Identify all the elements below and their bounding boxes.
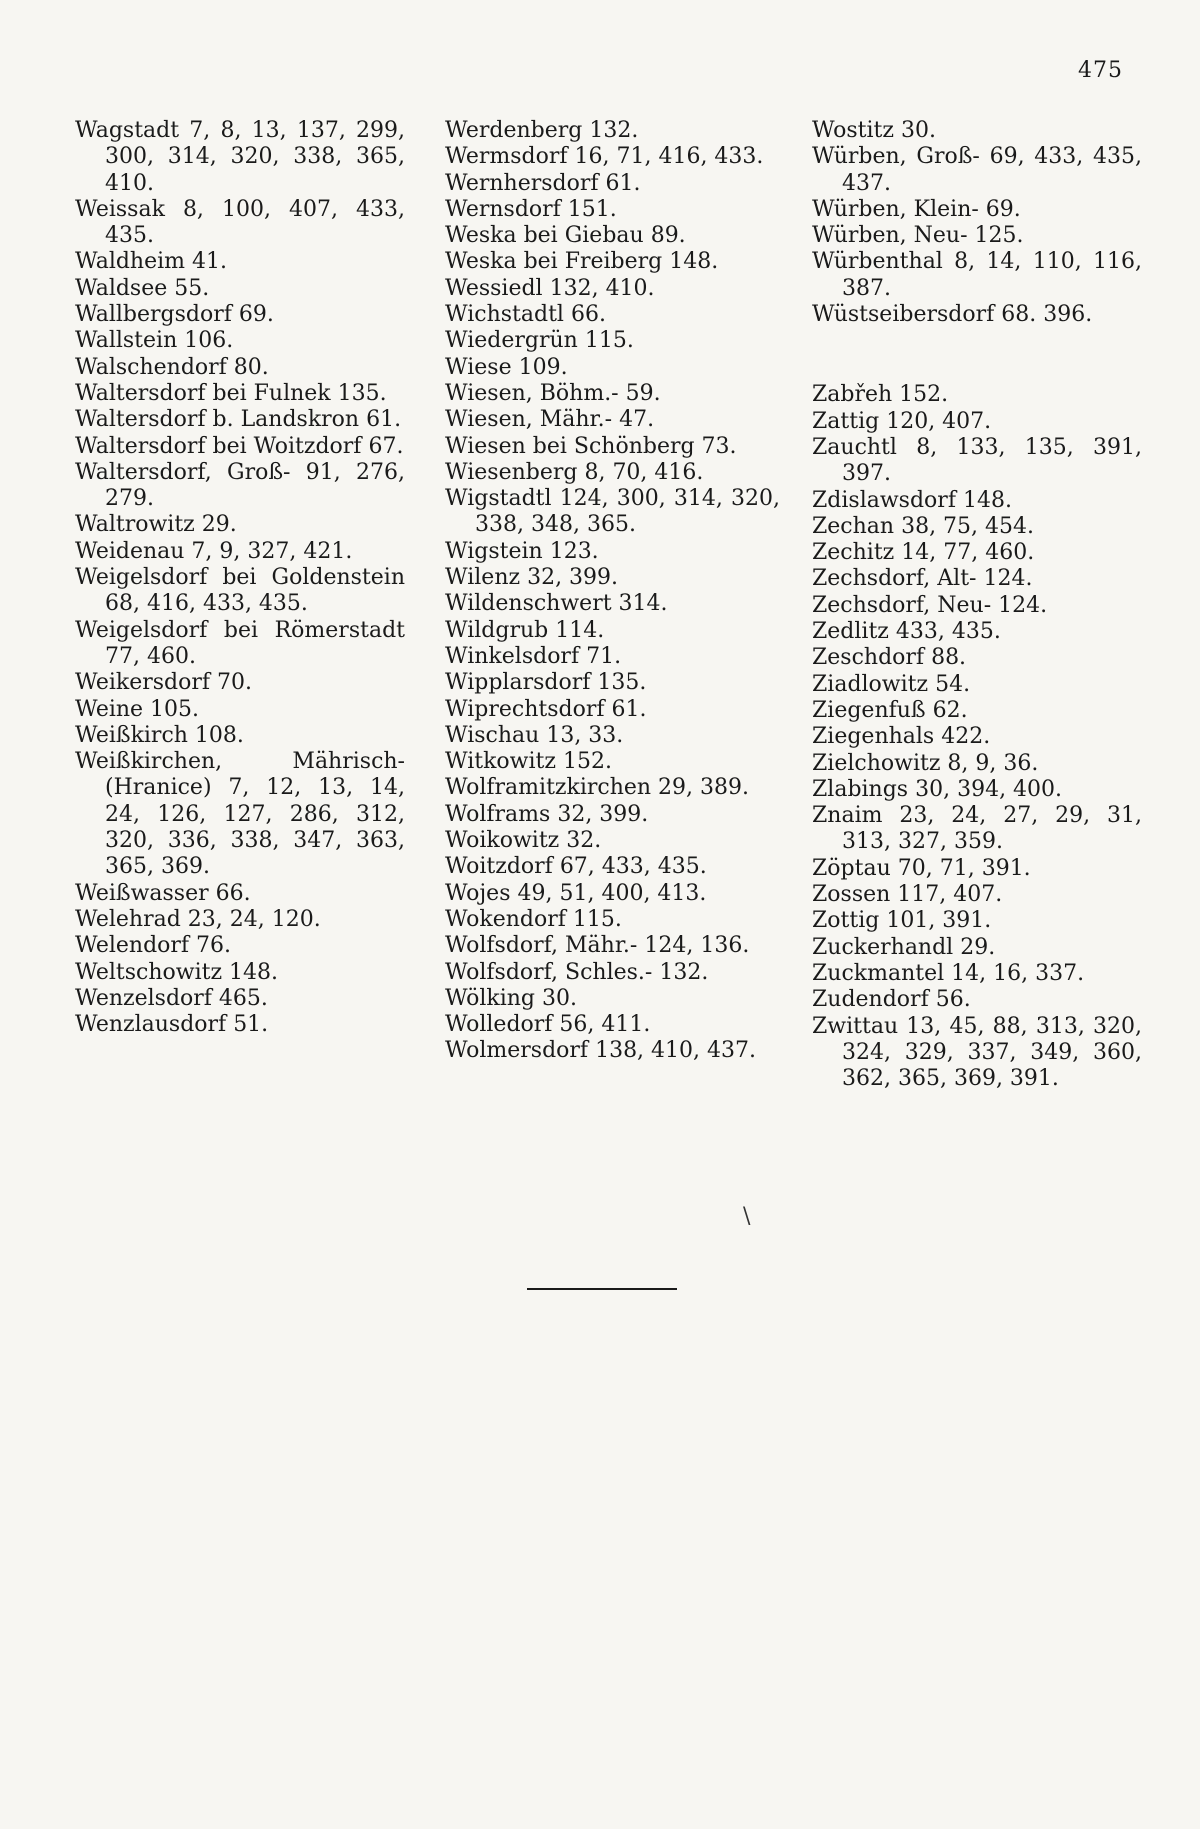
index-entry: Wildgrub 114. bbox=[445, 617, 605, 643]
index-entry: Weissak 8, 100, 407, 433, 435. bbox=[75, 196, 405, 249]
index-entry: Wilenz 32, 399. bbox=[445, 565, 619, 591]
index-entry: Wallbergsdorf 69. bbox=[75, 302, 274, 328]
index-entry: Wigstein 123. bbox=[445, 538, 599, 564]
index-entry: Waltersdorf, Groß- 91, 276, 279. bbox=[75, 459, 405, 512]
index-entry: Zdislawsdorf 148. bbox=[812, 487, 1012, 513]
index-entry: Wolledorf 56, 411. bbox=[445, 1012, 651, 1038]
index-entry: Wolframs 32, 399. bbox=[445, 801, 649, 827]
index-entry: Würbenthal 8, 14, 110, 116, 387. bbox=[812, 249, 1142, 301]
index-entry: Weltschowitz 148. bbox=[75, 959, 279, 985]
index-entry: Zedlitz 433, 435. bbox=[812, 619, 1001, 645]
index-entry: Wallstein 106. bbox=[75, 328, 234, 354]
index-entry: Wolframitzkirchen 29, 389. bbox=[445, 775, 750, 801]
index-entry: Weigelsdorf bei Goldenstein 68, 416, 433, 435. bbox=[75, 565, 405, 617]
index-entry: Weine 105. bbox=[75, 696, 200, 722]
index-entry: Wiprechtsdorf 61. bbox=[445, 696, 647, 722]
index-entry: Zauchtl 8, 133, 135, 391, 397. bbox=[812, 434, 1142, 487]
index-entry: Weikersdorf 70. bbox=[75, 670, 252, 696]
index-entry: Werdenberg 132. bbox=[445, 118, 639, 143]
index-entry: Walschendorf 80. bbox=[75, 354, 269, 380]
index-column-1 bbox=[75, 118, 405, 1038]
index-entry: Wolfsdorf, Mähr.- 124, 136. bbox=[445, 933, 750, 959]
index-entry: Woitzdorf 67, 433, 435. bbox=[445, 854, 707, 880]
end-rule bbox=[527, 1288, 677, 1290]
index-entry: Zattig 120, 407. bbox=[812, 408, 992, 434]
index-entry: Weidenau 7, 9, 327, 421. bbox=[75, 538, 353, 564]
index-entry: Wolmersdorf 138, 410, 437. bbox=[445, 1038, 757, 1064]
index-entry: Weißkirch 108. bbox=[75, 722, 244, 748]
index-entry: Wiesen, Mähr.- 47. bbox=[445, 407, 655, 433]
index-entry: Wiese 109. bbox=[445, 354, 568, 380]
index-entry: Zlabings 30, 394, 400. bbox=[812, 776, 1063, 802]
index-entry: Wildenschwert 314. bbox=[445, 591, 668, 617]
index-entry: Waltersdorf bei Fulnek 135. bbox=[75, 380, 387, 406]
index-entry: Wiesen, Böhm.- 59. bbox=[445, 380, 661, 406]
index-entry: Wichstadtl 66. bbox=[445, 302, 606, 328]
index-entry: Ziegenfuß 62. bbox=[812, 697, 968, 723]
index-entry: Wagstadt 7, 8, 13, 137, 299, 300, 314, 320, 338, 365, 410. bbox=[75, 118, 405, 196]
index-entry: Zottig 101, 391. bbox=[812, 908, 992, 934]
index-entry: Wernhersdorf 61. bbox=[445, 170, 641, 196]
index-entry: Weißkirchen, Mährisch- (Hranice) 7, 12, 13, 14, 24, 126, 127, 286, 312, 320, 336, 338, 347, 363, 365, 369. bbox=[75, 749, 405, 880]
index-entry: Ziegenhals 422. bbox=[812, 724, 991, 750]
index-entry: Wenzlausdorf 51. bbox=[75, 1012, 269, 1038]
index-entry: Wokendorf 115. bbox=[445, 906, 622, 932]
index-entry: Würben, Klein- 69. bbox=[812, 196, 1021, 222]
index-entry: Welendorf 76. bbox=[75, 933, 232, 959]
index-entry: Wenzelsdorf 465. bbox=[75, 985, 268, 1011]
index-entry: Zwittau 13, 45, 88, 313, 320, 324, 329, 337, 349, 360, 362, 365, 369, 391. bbox=[812, 1013, 1142, 1092]
index-entry: Waltersdorf b. Landskron 61. bbox=[75, 407, 402, 433]
index-entry: Würben, Neu- 125. bbox=[812, 223, 1024, 249]
index-entry: Waldheim 41. bbox=[75, 249, 228, 275]
index-entry: Zudendorf 56. bbox=[812, 987, 971, 1013]
index-entry: Wermsdorf 16, 71, 416, 433. bbox=[445, 144, 764, 170]
index-entry: Welehrad 23, 24, 120. bbox=[75, 906, 321, 932]
index-entry: Zielchowitz 8, 9, 36. bbox=[812, 750, 1039, 776]
index-entry: Weska bei Freiberg 148. bbox=[445, 249, 719, 275]
index-entry: Woikowitz 32. bbox=[445, 828, 602, 854]
index-entry: Witkowitz 152. bbox=[445, 749, 612, 775]
index-entry: Waldsee 55. bbox=[75, 275, 210, 301]
stray-mark: \ bbox=[743, 1204, 751, 1229]
index-entry: Wolfsdorf, Schles.- 132. bbox=[445, 959, 709, 985]
index-entry: Zechsdorf, Neu- 124. bbox=[812, 592, 1048, 618]
index-entry: Znaim 23, 24, 27, 29, 31, 313, 327, 359. bbox=[812, 803, 1142, 855]
index-entry: Waltrowitz 29. bbox=[75, 512, 237, 538]
index-entry: Zossen 117, 407. bbox=[812, 882, 1003, 908]
index-entry: Wigstadtl 124, 300, 314, 320, 338, 348, 365. bbox=[445, 486, 780, 538]
index-entry: Zuckerhandl 29. bbox=[812, 934, 996, 960]
index-entry: Ziadlowitz 54. bbox=[812, 671, 971, 697]
index-entry: Wiedergrün 115. bbox=[445, 328, 634, 354]
index-entry: Weißwasser 66. bbox=[75, 880, 251, 906]
index-entry: Zöptau 70, 71, 391. bbox=[812, 855, 1031, 881]
index-entry: Wojes 49, 51, 400, 413. bbox=[445, 880, 707, 906]
index-entry: Zeschdorf 88. bbox=[812, 645, 967, 671]
page-number: 475 bbox=[1078, 58, 1123, 83]
index-entry: Wessiedl 132, 410. bbox=[445, 275, 655, 301]
index-entry: Zechan 38, 75, 454. bbox=[812, 513, 1035, 539]
index-entry: Zechsdorf, Alt- 124. bbox=[812, 566, 1033, 592]
index-column-3 bbox=[812, 118, 1142, 1092]
index-column-2 bbox=[445, 118, 780, 1065]
index-entry: Würben, Groß- 69, 433, 435, 437. bbox=[812, 144, 1142, 196]
index-entry: Wiesenberg 8, 70, 416. bbox=[445, 459, 704, 485]
index-entry: Wernsdorf 151. bbox=[445, 196, 617, 222]
index-entry: Wiesen bei Schönberg 73. bbox=[445, 433, 737, 459]
index-entry: Zuckmantel 14, 16, 337. bbox=[812, 960, 1085, 986]
index-entry: Zechitz 14, 77, 460. bbox=[812, 540, 1035, 566]
index-entry: Wölking 30. bbox=[445, 985, 577, 1011]
index-entry: Winkelsdorf 71. bbox=[445, 643, 622, 669]
index-entry: Waltersdorf bei Woitzdorf 67. bbox=[75, 433, 404, 459]
index-entry: Weska bei Giebau 89. bbox=[445, 223, 686, 249]
section-gap bbox=[812, 328, 1142, 382]
index-entry: Wostitz 30. bbox=[812, 118, 936, 143]
index-entry: Wischau 13, 33. bbox=[445, 722, 624, 748]
index-entry: Zabřeh 152. bbox=[812, 382, 949, 408]
index-entry: Wipplarsdorf 135. bbox=[445, 670, 647, 696]
index-entry: Weigelsdorf bei Römerstadt 77, 460. bbox=[75, 617, 405, 669]
index-entry: Wüstseibersdorf 68. 396. bbox=[812, 302, 1093, 328]
